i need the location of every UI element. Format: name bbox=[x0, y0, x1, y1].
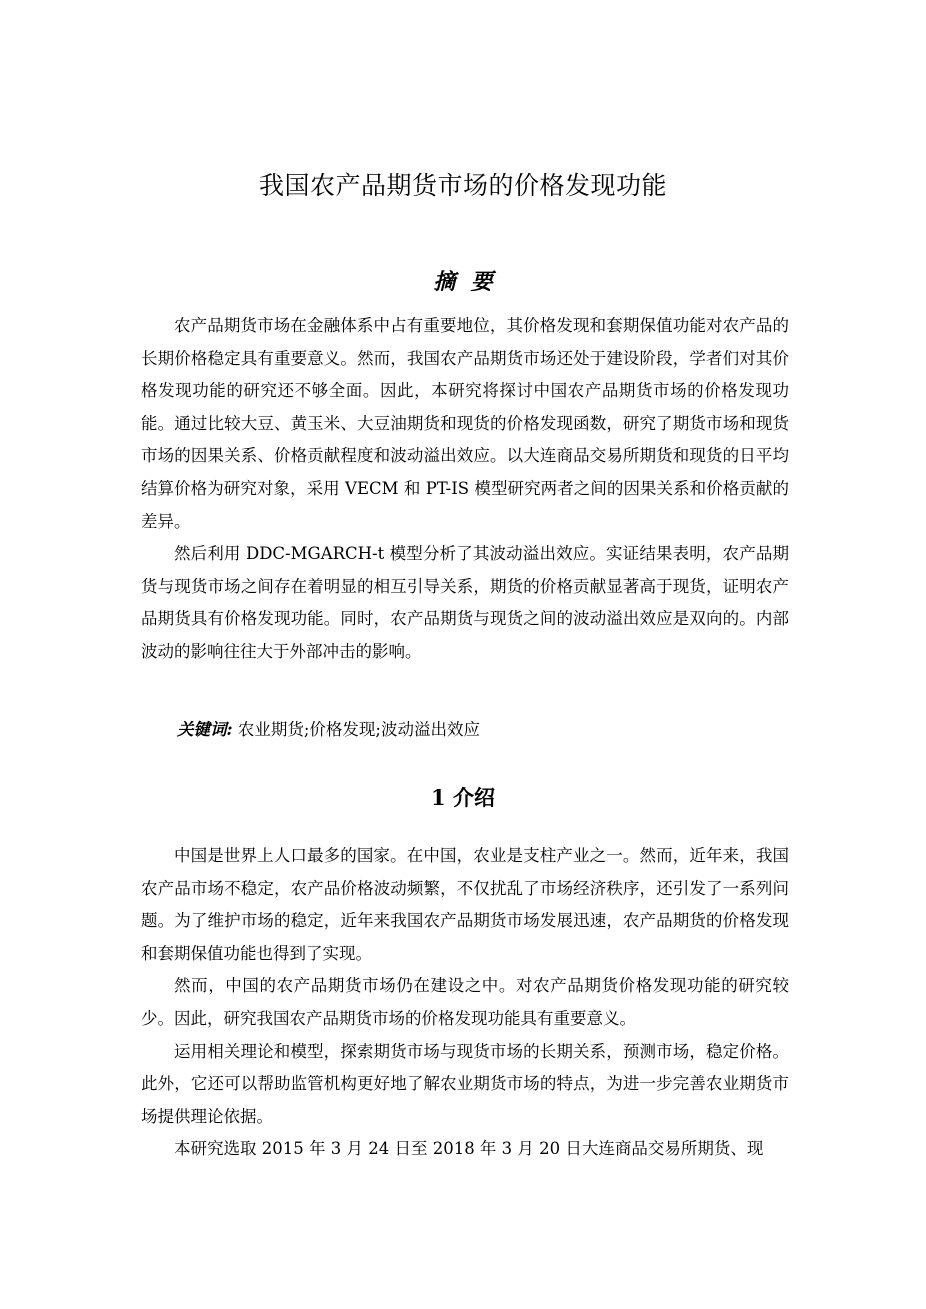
keywords-text: 农业期货;价格发现;波动溢出效应 bbox=[232, 720, 480, 739]
keywords-line bbox=[177, 714, 480, 746]
abstract-paragraph-1: 农产品期货市场在金融体系中占有重要地位，其价格发现和套期保值功能对农产品的长期价格稳定具有重要意义。然而，我国农产品期货市场还处于建设阶段，学者们对其价格发现功能的研究还不够全面。因此，本研究将探讨中国农产品期货市场的价格发现功能。通过比较大豆、黄玉米、大豆油期货和现货的价格发现函数，研究了期货市场和现货市场的因果关系、价格贡献程度和波动溢出效应。以大连商品交易所期货和现货的日平均结算价格为研究对象，采用 VECM 和 PT-IS 模型研究两者之间的因果关系和价格贡献的差异。 bbox=[141, 316, 789, 531]
intro-paragraph-1: 中国是世界上人口最多的国家。在中国，农业是支柱产业之一。然而，近年来，我国农产品市场不稳定，农产品价格波动频繁，不仅扰乱了市场经济秩序，还引发了一系列问题。为了维护市场的稳定，近年来我国农产品期货市场发展迅速，农产品期货的价格发现和套期保值功能也得到了实现。 bbox=[141, 846, 789, 963]
abstract-heading: 摘 要 bbox=[433, 269, 493, 295]
abstract-paragraph-2: 然后利用 DDC-MGARCH-t 模型分析了其波动溢出效应。实证结果表明，农产品期货与现货市场之间存在着明显的相互引导关系，期货的价格贡献显著高于现货，证明农产品期货具有价格发现功能。同时，农产品期货与现货之间的波动溢出效应是双向的。内部波动的影响往往大于外部冲击的影响。 bbox=[141, 544, 789, 661]
introduction-body bbox=[141, 840, 789, 1166]
intro-paragraph-4: 本研究选取 2015 年 3 月 24 日至 2018 年 3 月 20 日大连商品交易所期货、现 bbox=[174, 1139, 764, 1159]
intro-paragraph-2: 然而，中国的农产品期货市场仍在建设之中。对农产品期货价格发现功能的研究较少。因此，研究我国农产品期货市场的价格发现功能具有重要意义。 bbox=[141, 976, 789, 1028]
paper-title: 我国农产品期货市场的价格发现功能 bbox=[258, 171, 667, 200]
abstract-body bbox=[141, 310, 789, 669]
keywords-label: 关键词: bbox=[177, 720, 233, 739]
section-heading-introduction: 1 介绍 bbox=[431, 785, 495, 810]
intro-paragraph-3: 运用相关理论和模型，探索期货市场与现货市场的长期关系，预测市场，稳定价格。此外，它还可以帮助监管机构更好地了解农业期货市场的特点，为进一步完善农业期货市场提供理论依据。 bbox=[141, 1041, 789, 1126]
